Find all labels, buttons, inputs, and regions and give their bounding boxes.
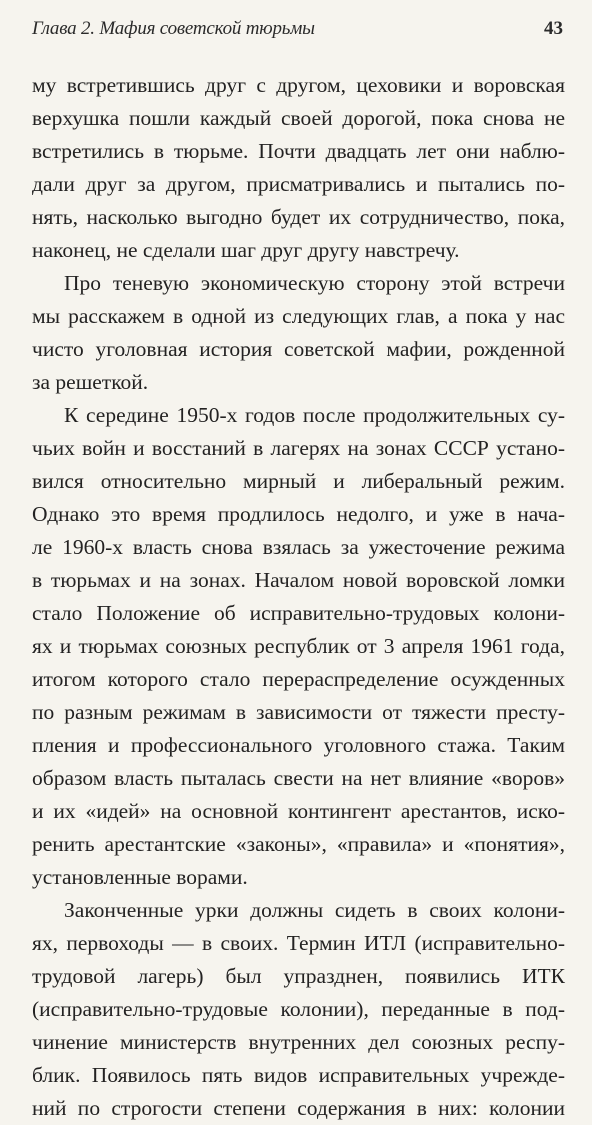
text-line: чисто уголовная история советской мафии, рожденной (32, 337, 565, 361)
text-line: Однако это время продлилось недолго, и уже в нача- (32, 502, 565, 526)
text-line: чьих войн и восстаний в лагерях на зонах СССР устано- (32, 436, 565, 460)
text-line: К середине 1950-х годов после продолжительных су- (64, 403, 565, 427)
text-line: дали друг за другом, присматривались и пытались по- (32, 172, 565, 196)
text-line: ний по строгости степени содержания в них: колонии (32, 1096, 565, 1120)
text-line: ях и тюрьмах союзных республик от 3 апреля 1961 года, (32, 634, 565, 658)
text-line: нять, насколько выгодно будет их сотрудничество, пока, (32, 205, 565, 229)
text-line: стало Положение об исправительно-трудовых колони- (32, 601, 565, 625)
text-line: му встретившись друг с другом, цеховики и воровская (32, 73, 565, 97)
chapter-title: Глава 2. Мафия советской тюрьмы (32, 18, 315, 39)
text-line: Про теневую экономическую сторону этой встречи (64, 271, 565, 295)
text-line: трудовой лагерь) был упразднен, появились ИТК (32, 964, 565, 988)
text-line: Законченные урки должны сидеть в своих колони- (64, 898, 565, 922)
text-line: вился относительно мирный и либеральный режим. (32, 469, 565, 493)
text-line: ле 1960-х власть снова взялась за ужесточение режима (32, 535, 565, 559)
text-line: (исправительно-трудовые колонии), переданные в под- (32, 997, 565, 1021)
text-line: образом власть пыталась свести на нет влияние «воров» (32, 766, 565, 790)
text-line: чинение министерств внутренних дел союзных респу- (32, 1030, 565, 1054)
text-line: в тюрьмах и на зонах. Началом новой воровской ломки (32, 568, 565, 592)
text-line: по разным режимам в зависимости от тяжести престу- (32, 700, 565, 724)
text-line: наконец, не сделали шаг друг другу навстречу. (32, 238, 460, 262)
text-line: и их «идей» на основной контингент арестантов, иско- (32, 799, 565, 823)
text-line: ях, первоходы — в своих. Термин ИТЛ (исправительно- (32, 931, 565, 955)
text-line: верхушка пошли каждый своей дорогой, пока снова не (32, 106, 565, 130)
text-line: установленные ворами. (32, 865, 248, 889)
text-line: за решеткой. (32, 370, 149, 394)
body-text (32, 69, 565, 1125)
page-number: 43 (544, 18, 563, 39)
text-line: мы расскажем в одной из следующих глав, а пока у нас (32, 304, 565, 328)
text-line: блик. Появилось пять видов исправительных учрежде- (32, 1063, 565, 1087)
text-line: пления и профессионального уголовного стажа. Таким (32, 733, 565, 757)
running-header (32, 18, 565, 42)
text-line: ренить арестантские «законы», «правила» и «понятия», (32, 832, 565, 856)
text-line: встретились в тюрьме. Почти двадцать лет они наблю- (32, 139, 565, 163)
text-line: итогом которого стало перераспределение осужденных (32, 667, 565, 691)
